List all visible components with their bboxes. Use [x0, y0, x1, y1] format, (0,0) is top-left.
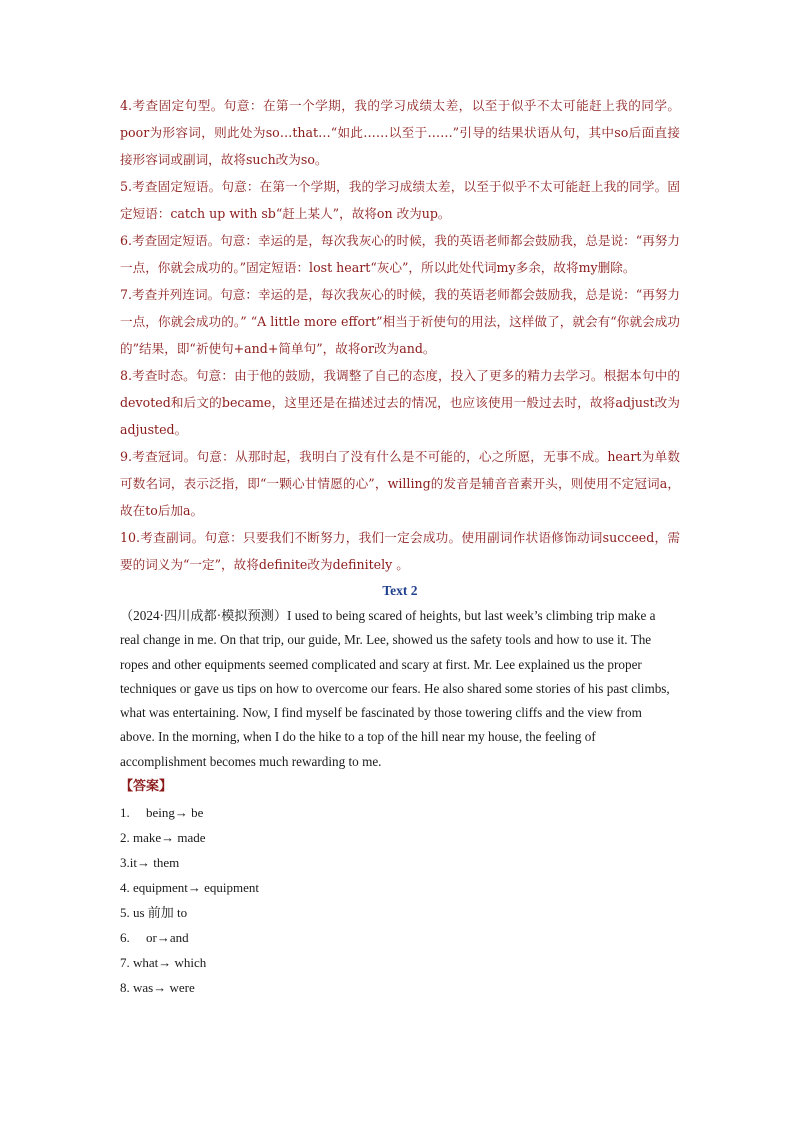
explanation-6: 6.考查固定短语。句意：幸运的是，每次我灰心的时候，我的英语老师都会鼓励我，总是说：“再努力一点，你就会成功的。”固定短语：lost heart“灰心”，所以此处代词my多余，故将my删除。 — [120, 233, 680, 275]
answer-item: 7. what→ which — [120, 955, 207, 971]
explanation-4: 4.考查固定句型。句意：在第一个学期，我的学习成绩太差，以至于似乎不太可能赶上我的同学。poor为形容词，则此处为so…that…“如此……以至于……”引导的结果状语从句，其中so后面直接接形容词或副词，故将such改为so。 — [120, 98, 680, 167]
explanation-9: 9.考查冠词。句意：从那时起，我明白了没有什么是不可能的，心之所愿，无事不成。heart为单数可数名词，表示泛指，即“一颗心甘情愿的心”，willing的发音是辅音音素开头，则使用不定冠词a，故在to后加a。 — [120, 449, 680, 518]
answer-heading: 【答案】 — [120, 779, 173, 795]
text2-passage-body: I used to being scared of heights, but last week’s climbing trip make a real change in me. On that trip, our guide, Mr. Lee, showed us the safety tools and how to use it. The ropes and other equipments seemed complicated and scary at first. Mr. Lee explained us the proper techniques or gave us tips on how to overcome our fears. He also shared some stories of his past climbs, what was entertaining. Now, I find myself be fascinated by those towering cliffs and the view from above. In the morning, when I do the hike to a top of the hill near my house, the feeling of accomplishment becomes much rewarding to me. — [120, 608, 670, 769]
explanation-7: 7.考查并列连词。句意：幸运的是，每次我灰心的时候，我的英语老师都会鼓励我，总是说：“再努力一点，你就会成功的。” “A little more effort”相当于祈使句的用法，这样做了，就会有“你就会成功的”结果，即“祈使句+and+简单句”，故将or改为and。 — [120, 287, 680, 356]
explanations-section — [120, 92, 680, 578]
answer-item: 6. or→and — [120, 930, 189, 946]
answer-item: 8. was→ were — [120, 980, 195, 996]
answer-item: 2. make→ made — [120, 830, 206, 846]
text2-title: Text 2 — [382, 583, 418, 598]
document-page — [120, 92, 680, 1000]
answer-item: 4. equipment→ equipment — [120, 880, 260, 896]
answer-item: 5. us 前加 to — [120, 905, 188, 921]
text2-source: （2024·四川成都·模拟预测） — [120, 608, 288, 623]
text2-passage — [120, 604, 670, 774]
answer-item: 3.it→ them — [120, 855, 180, 871]
answer-item: 1. being→ be — [120, 805, 204, 821]
explanation-5: 5.考查固定短语。句意：在第一个学期，我的学习成绩太差，以至于似乎不太可能赶上我的同学。固定短语：catch up with sb“赶上某人”，故将on 改为up。 — [120, 179, 680, 221]
explanation-10: 10.考查副词。句意：只要我们不断努力，我们一定会成功。使用副词作状语修饰动词succeed，需要的词义为“一定”，故将definite改为definitely 。 — [120, 530, 680, 572]
explanation-8: 8.考查时态。句意：由于他的鼓励，我调整了自己的态度，投入了更多的精力去学习。根据本句中的devoted和后文的became，这里还是在描述过去的情况，也应该使用一般过去时，故将adjust改为adjusted。 — [120, 368, 680, 437]
answer-list — [120, 800, 680, 1000]
